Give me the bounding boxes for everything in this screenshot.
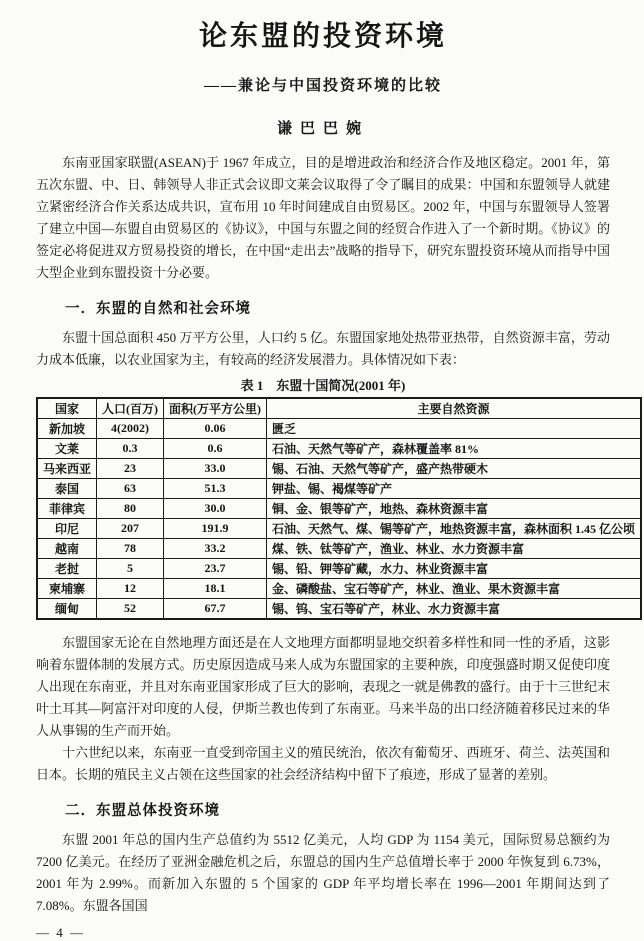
table-row: [37, 539, 641, 559]
table-row: [37, 459, 641, 479]
table-row: [37, 499, 641, 519]
table-cell: 23: [97, 459, 164, 479]
intro-paragraph: 东南亚国家联盟(ASEAN)于 1967 年成立，目的是增进政治和经济合作及地区稳定。2001 年，第五次东盟、中、日、韩领导人非正式会议即文莱会议取得了令了瞩目的成果：中国和东盟领导人就建立紧密经济合作关系达成共识，宣布用 10 年时间建成自由贸易区。2002 年，中国与东盟领导人签署了建立中国—东盟自由贸易区的《协议》，中国与东盟之间的经贸合作进入了一个新时期。《协议》的签定必将促进双方贸易投资的增长，在中国“走出去”战略的指导下，研究东盟投资环境从而指导中国大型企业到东盟投资十分必要。: [36, 155, 610, 280]
table-cell: 0.3: [97, 439, 164, 459]
geography-paragraph: 东盟国家无论在自然地理方面还是在人文地理方面都明显地交织着多样性和同一性的矛盾，这影响着东盟体制的发展方式。历史原因造成马来人成为东盟国家的主要种族，印度强盛时期又促使印度人出现在东南亚，并且对东南亚国家形成了巨大的影响，表现之一就是佛教的盛行。由于十三世纪末叶土耳其—阿富汗对印度的人侵，伊斯兰教也传到了东南亚。马来半岛的出口经济随着移民过来的华人从事锡的生产而开始。: [36, 635, 610, 738]
table-row: [37, 439, 641, 459]
table-row: [37, 599, 641, 620]
table-cell: 老挝: [37, 559, 97, 579]
column-header-population: 人口(百万): [97, 398, 164, 419]
gdp-paragraph: 东盟 2001 年总的国内生产总值约为 5512 亿美元，人均 GDP 为 1154 美元，国际贸易总额约为 7200 亿美元。在经历了亚洲金融危机之后，东盟总的国内生产总值增长率于 2000 年恢复到 6.73%，2001 年为 2.99%。而新加入东盟的 5 个国家的 GDP 年平均增长率在 1996—2001 年期间达到了 7.08%。东盟各国国: [36, 832, 610, 913]
table-cell: 缅甸: [37, 599, 97, 620]
table-caption: 表 1 东盟十国简况(2001 年): [240, 378, 406, 393]
table-cell: 柬埔寨: [37, 579, 97, 599]
table-cell: 52: [97, 599, 164, 620]
table-cell: 63: [97, 479, 164, 499]
environment-paragraph: 东盟十国总面积 450 万平方公里，人口约 5 亿。东盟国家地处热带亚热带，自然资源丰富，劳动力成本低廉，以农业国家为主，有较高的经济发展潜力。具体情况如下表：: [36, 330, 610, 367]
table-cell: 煤、铁、钛等矿产，渔业、林业、水力资源丰富: [267, 539, 642, 559]
table-cell: 78: [97, 539, 164, 559]
table-cell: 33.0: [164, 459, 267, 479]
table-row: [37, 559, 641, 579]
asean-countries-table: [36, 397, 642, 620]
table-cell: 新加坡: [37, 419, 97, 439]
table-cell: 12: [97, 579, 164, 599]
table-cell: 207: [97, 519, 164, 539]
table-cell: 67.7: [164, 599, 267, 620]
colonial-history-paragraph: 十六世纪以来，东南亚一直受到帝国主义的殖民统治，依次有葡萄牙、西班牙、荷兰、法英国和日本。长期的殖民主义占领在这些国家的社会经济结构中留下了痕迹，形成了显著的差别。: [36, 745, 610, 782]
table-cell: 泰国: [37, 479, 97, 499]
table-cell: 18.1: [164, 579, 267, 599]
page-subtitle: ——兼论与中国投资环境的比较: [203, 78, 442, 94]
table-cell: 石油、天然气等矿产，森林覆盖率 81%: [267, 439, 642, 459]
table-cell: 菲律宾: [37, 499, 97, 519]
table-cell: 锡、钨、宝石等矿产，林业、水力资源丰富: [267, 599, 642, 620]
column-header-area: 面积(万平方公里): [164, 398, 267, 419]
table-cell: 印尼: [37, 519, 97, 539]
table-cell: 0.6: [164, 439, 267, 459]
table-cell: 石油、天然气、煤、锡等矿产，地热资源丰富，森林面积 1.45 亿公顷: [267, 519, 642, 539]
table-cell: 33.2: [164, 539, 267, 559]
table-cell: 30.0: [164, 499, 267, 519]
table-cell: 匮乏: [267, 419, 642, 439]
table-cell: 5: [97, 559, 164, 579]
table-cell: 锡、铅、钾等矿藏，水力、林业资源丰富: [267, 559, 642, 579]
column-header-country: 国家: [37, 398, 97, 419]
table-cell: 80: [97, 499, 164, 519]
table-cell: 191.9: [164, 519, 267, 539]
table-cell: 金、磷酸盐、宝石等矿产，林业、渔业、果木资源丰富: [267, 579, 642, 599]
page-number: — 4 —: [36, 925, 85, 940]
table-row: [37, 479, 641, 499]
table-cell: 4(2002): [97, 419, 164, 439]
section-heading-2: 二．东盟总体投资环境: [65, 803, 220, 819]
page-title: 论东盟的投资环境: [198, 21, 447, 52]
author-name: 谦巴巴婉: [276, 121, 369, 137]
section-heading-1: 一．东盟的自然和社会环境: [65, 301, 251, 317]
table-row: [37, 419, 641, 439]
table-cell: 23.7: [164, 559, 267, 579]
table-cell: 钾盐、锡、褐煤等矿产: [267, 479, 642, 499]
table-cell: 越南: [37, 539, 97, 559]
table-cell: 马来西亚: [37, 459, 97, 479]
table-cell: 文莱: [37, 439, 97, 459]
table-cell: 51.3: [164, 479, 267, 499]
table-row: [37, 519, 641, 539]
table-body: [37, 419, 641, 620]
table-cell: 0.06: [164, 419, 267, 439]
column-header-resources: 主要自然资源: [267, 398, 642, 419]
table-cell: 铜、金、银等矿产，地热、森林资源丰富: [267, 499, 642, 519]
table-header-row: [37, 398, 641, 419]
table-cell: 锡、石油、天然气等矿产，盛产热带硬木: [267, 459, 642, 479]
table-row: [37, 579, 641, 599]
